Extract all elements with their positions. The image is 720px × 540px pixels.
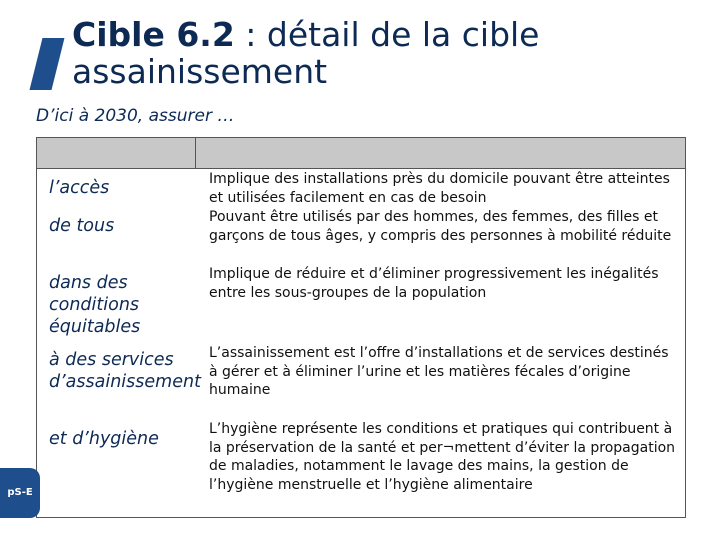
desc-de-tous: Pouvant être utilisés par des hommes, des femmes, des filles et garçons de tous âges, y compris des personnes à mobilité réduite xyxy=(209,209,672,244)
logo: pS-E xyxy=(0,468,40,518)
header-separator xyxy=(195,138,196,168)
desc-services: L’assainissement est l’offre d’installations et de services destinés à gérer et à éliminer l’urine et les matières fécales d’origine humaine xyxy=(209,345,669,398)
desc-acces: Implique des installations près du domicile pouvant être atteintes et utilisées facilement en cas de besoin xyxy=(209,171,670,206)
term-hygiene: et d’hygiène xyxy=(49,429,159,449)
slide-title xyxy=(72,16,712,90)
table-header xyxy=(37,138,685,169)
title-bold: Cible 6.2 xyxy=(72,15,235,54)
term-services: à des services d’assainissement xyxy=(49,350,201,392)
definition-table xyxy=(36,137,686,518)
term-conditions: dans des conditions équitables xyxy=(49,273,141,337)
desc-hygiene: L’hygiène représente les conditions et pratiques qui contribuent à la préservation de la santé et per¬mettent d’éviter la propagation de maladies, notamment le lavage des mains, la gestion de l’hygiène menstruelle et l’hygiène alimentaire xyxy=(209,421,676,493)
term-de-tous: de tous xyxy=(49,216,115,236)
desc-conditions: Implique de réduire et d’éliminer progressivement les inégalités entre les sous-groupes de la population xyxy=(209,266,659,301)
term-acces: l’accès xyxy=(49,178,110,198)
accent-bar xyxy=(30,38,65,90)
title-rest: : détail de la cible assainissement xyxy=(72,15,540,91)
subtitle: D’ici à 2030, assurer … xyxy=(36,106,235,126)
